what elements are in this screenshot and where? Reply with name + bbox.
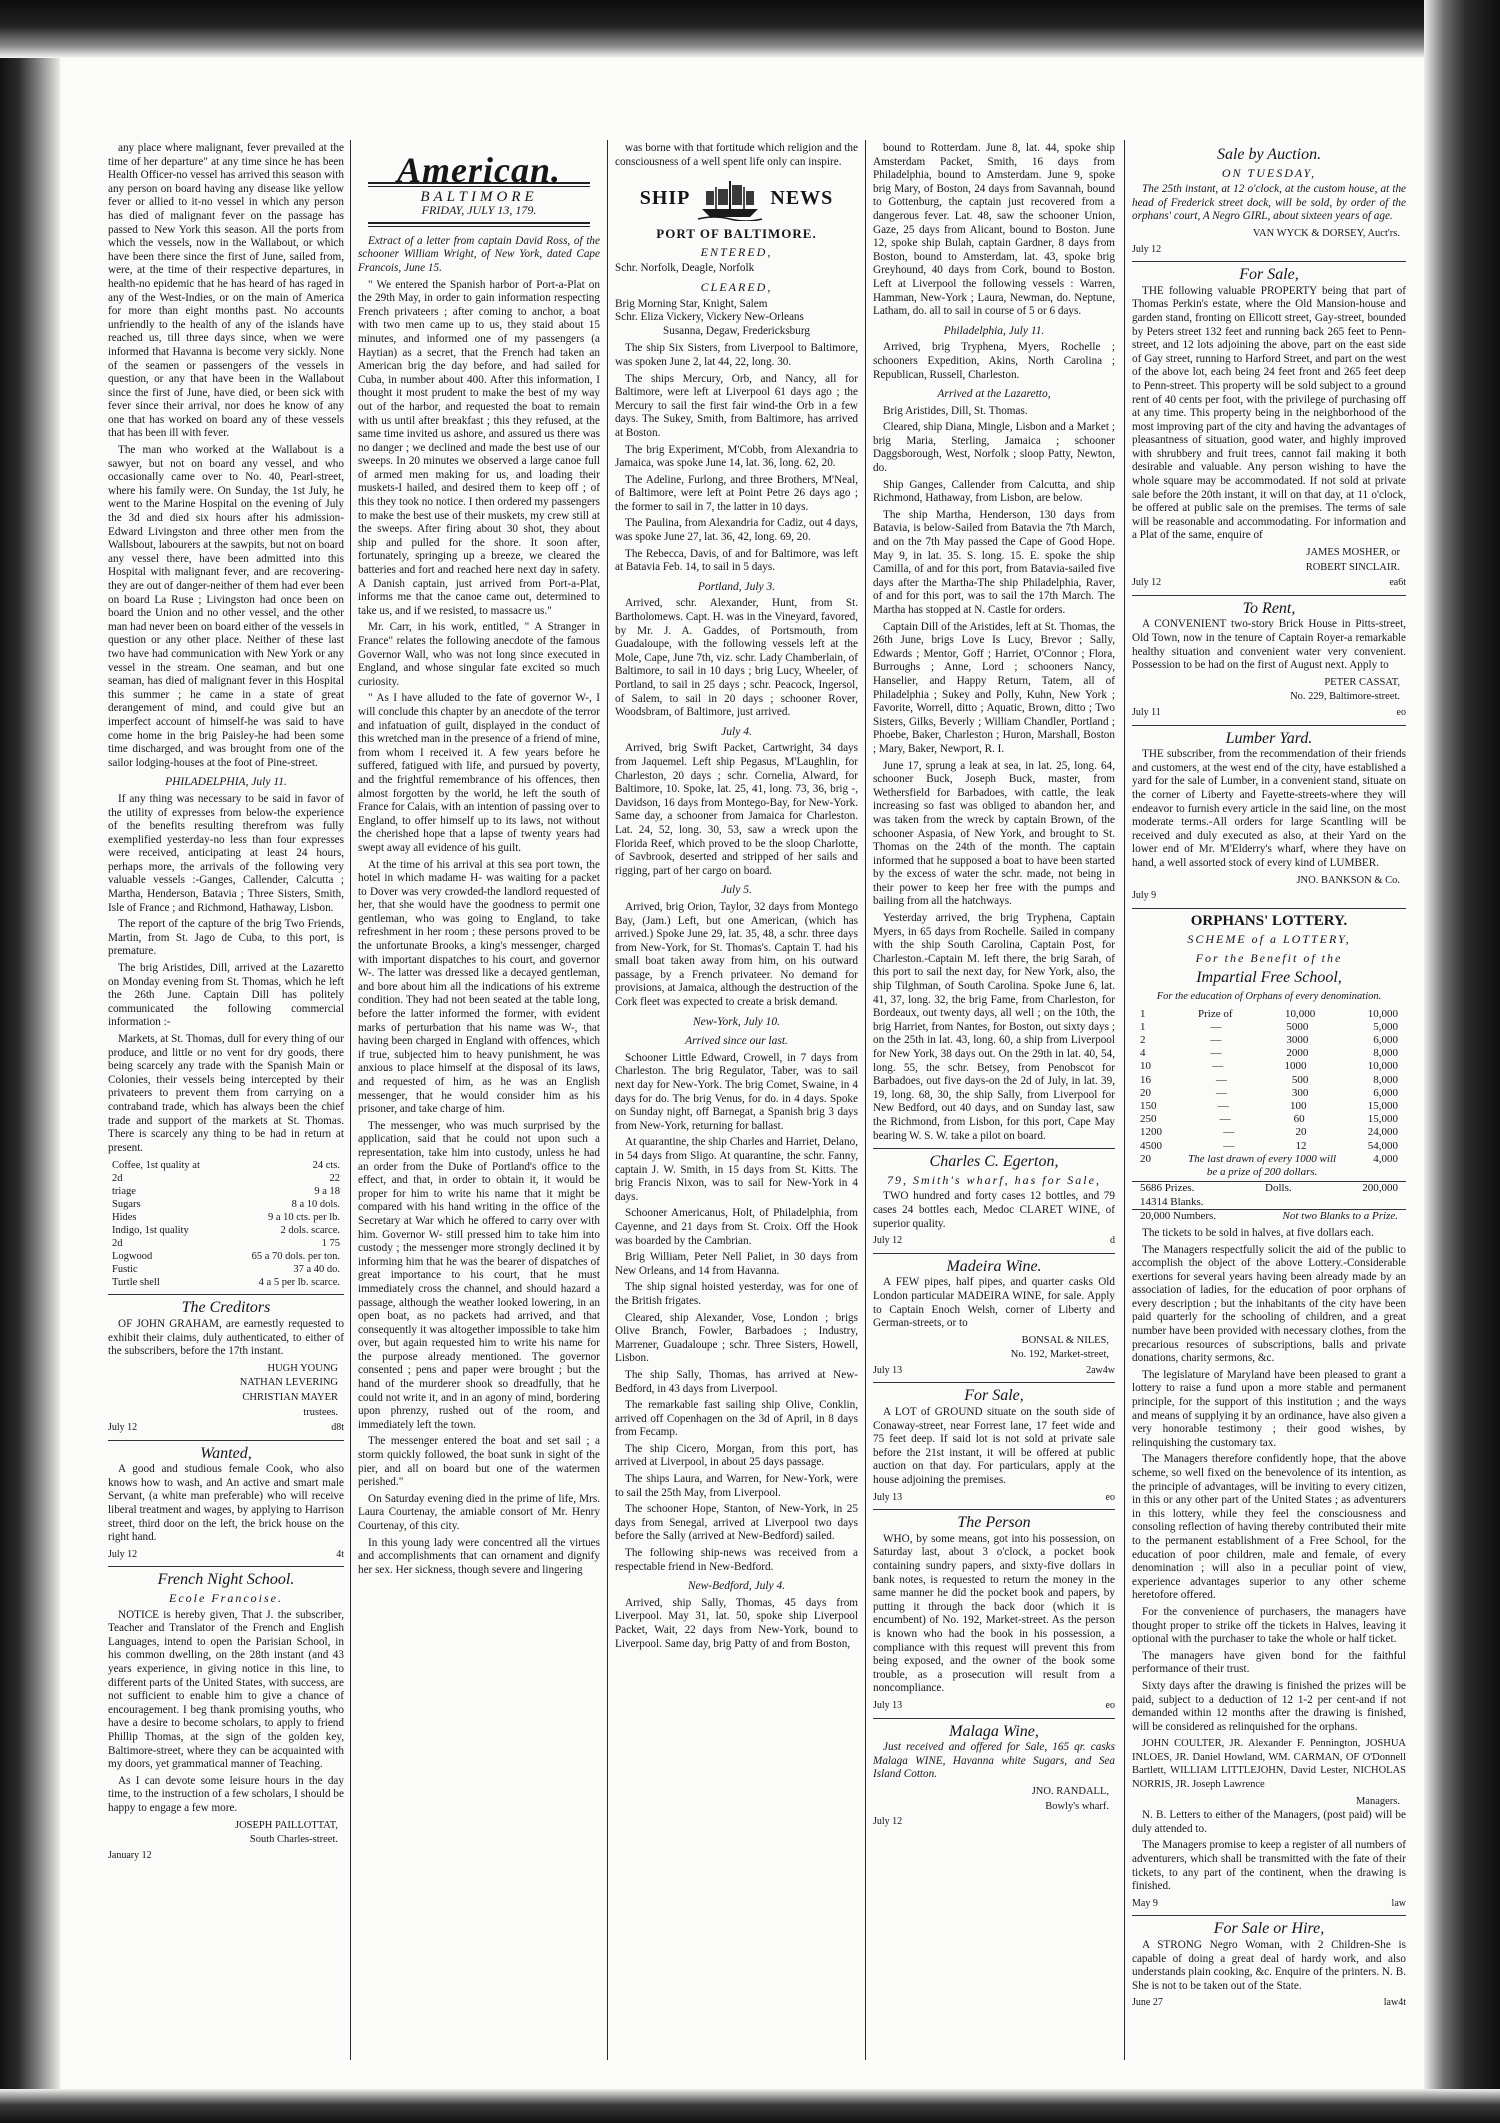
paragraph: The brig Aristides, Dill, arrived at the Lazaretto on Monday evening from St. Thomas, which he left the 26th June. Captain Dill has politely communicated the following commercial information :- — [108, 962, 344, 1029]
ad-title: Wanted, — [200, 1444, 252, 1462]
ad-footer: July 12 — [873, 1816, 903, 1828]
paragraph: The managers have given bond for the faithful performance of their trust. — [1132, 1649, 1406, 1676]
ad-footer: July 13 eo — [873, 1699, 1115, 1711]
paragraph: The report of the capture of the brig Two Friends, Martin, from St. Jago de Cuba, to this port, is premature. — [108, 918, 344, 958]
signature: JNO. RANDALL, — [1031, 1785, 1109, 1797]
divider — [108, 1566, 344, 1567]
ad-body: THE subscriber, from the recommendation of their friends and customers, at the west end of the city, have established a yard for the sale of Lumber, in a convenient stand, situate on the corner of Liberty and Fayette-streets-where they will endeavor to furnish every article in the said line, on the most moderate terms.-All orders for large Scantling will be received and duly executed as also, at their Yard on the lower end of Mr. M'Elderry's wharf, where they have on hand, a well assorted stock of every kind of LUMBER. — [1132, 748, 1406, 869]
paragraph: Schooner Little Edward, Crowell, in 7 days from Charleston. The brig Regulator, Taber, was to sail next day for New-York. The brig Comet, Swaine, in 4 days for do. The brig Venus, for do. in 4 days. Spoke on Sunday night, off Barnegat, a Spanish brig 3 days from New-York, returning for ballast. — [615, 1051, 858, 1132]
section-heading: PORT OF BALTIMORE. — [656, 226, 817, 242]
prize-row: 4 — 2000 8,000 — [1140, 1047, 1398, 1060]
paragraph: The ships Laura, and Warren, for New-York, were to sail the 25th May, from Liverpool. — [615, 1473, 858, 1499]
paragraph: If any thing was necessary to be said in favor of the utility of expresses from below-the experience of the benefits resulting therefrom was fully exemplified yesterday-no less than four expresses were received, anticipating at least 24 hours, perhaps more, the arrivals of the following very valuable vessels :-Ganges, Callender, Calcutta ; Martha, Henderson, Batavia ; Three Sisters, Smith, Isle of France ; and Richmond, Hathaway, Lisbon. — [108, 792, 344, 914]
prize-row: 1 Prize of 10,000 10,000 — [1140, 1007, 1398, 1020]
ad-title: The Person — [957, 1514, 1031, 1532]
ship-icon — [696, 177, 764, 221]
paragraph: Markets, at St. Thomas, dull for every thing of our produce, and little or no vent for dry goods, there being scarcely any trade with the Spanish Main or Colonies, their vessels being intercepted by their privateers to prevent them from carrying on a contraband trade, which has always been the chief trade and support of the markets at St. Thomas. There is scarcely any thing to be had in return at present. — [108, 1033, 344, 1154]
dateline: New-Bedford, July 4. — [687, 1580, 786, 1593]
divider — [873, 1382, 1115, 1383]
paragraph: The legislature of Maryland have been pleased to grant a lottery to raise a fund upon a more stable and permanent principle, for the support of this institution ; and the ways and means of supplying it by an ordinance, have also given a very honorable testimony ; their good wishes, by relinquishing the customary tax. — [1132, 1368, 1406, 1449]
paragraph: Ship Ganges, Callender from Calcutta, and ship Richmond, Hathaway, from Lisbon, are below. — [873, 478, 1115, 505]
list-item: Schr. Eliza Vickery, Vickery New-Orleans — [615, 311, 804, 324]
column-5 — [1132, 142, 1406, 2057]
signature: PETER CASSAT, — [1324, 676, 1400, 688]
ad-body: The 25th instant, at 12 o'clock, at the custom house, at the head of Frederick street dock, will be sold, by order of the orphans' court, A Negro GIRL, about sixteen years of age. — [1132, 183, 1406, 223]
ad-footer: July 12 d — [873, 1235, 1115, 1247]
price-row: Hides 9 a 10 cts. per lb. — [112, 1212, 340, 1224]
signature: JNO. BANKSON & Co. — [1296, 874, 1400, 886]
scan-border-top — [0, 0, 1500, 58]
signature: JAMES MOSHER, or — [1306, 547, 1400, 559]
paragraph: The Rebecca, Davis, of and for Baltimore, was left at Batavia Feb. 14, to sail in 5 days. — [615, 547, 858, 574]
ad-title: For Sale, — [964, 1387, 1024, 1405]
ad-title: French Night School. — [157, 1571, 295, 1589]
ad-footer: July 9 — [1132, 890, 1157, 902]
column-1 — [108, 142, 344, 2057]
paragraph: The schooner Hope, Stanton, of New-York, in 25 days from Senegal, arrived at Liverpool two days before the Sally (arrived at New-Bedford) sailed. — [615, 1503, 858, 1543]
section-subheading: ENTERED, — [700, 244, 773, 259]
ad-body: As I can devote some leisure hours in the day time, to the instruction of a few scholars, I should be happy to engage a few more. — [108, 1774, 344, 1814]
ad-footer: January 12 — [108, 1849, 152, 1861]
paragraph: The messenger entered the boat and set sail ; a storm quickly followed, the boat sunk in sight of the pier, and all on board but one of the watermen perished." — [358, 1435, 600, 1489]
paragraph: Arrived, schr. Alexander, Hunt, from St. Bartholomews. Capt. H. was in the Vineyard, favored, by Mr. J. A. Gaddes, of Portsmouth, from Guadaloupe, with the following vessels left at the Mole, Cape, June 7th, viz. schr. Lady Chamberlain, of Baltimore, to sail in 10 days ; brig Lucy, Wheeler, of Portland, to sail in 25 days ; schr. Peacock, Ingersol, of Salem, to sail in 20 days ; schooner Rover, Woodsbram, of Baltimore, just arrived. — [615, 597, 858, 719]
ad-footer: May 9 law — [1132, 1897, 1406, 1909]
paragraph: The ship Sally, Thomas, has arrived at New-Bedford, in 43 days from Liverpool. — [615, 1368, 858, 1395]
ship-news-word: NEWS — [770, 187, 834, 210]
paragraph: On Saturday evening died in the prime of life, Mrs. Laura Courtenay, the amiable consort of Mr. Henry Courtenay, of this city. — [358, 1492, 600, 1532]
ad-subtitle: ON TUESDAY, — [1221, 165, 1317, 180]
paragraph: For the convenience of purchasers, the managers have thought proper to strike off the tickets in Halves, leaving it optional with the purchaser to take the whole or half ticket. — [1132, 1605, 1406, 1646]
section-subheading: CLEARED, — [700, 279, 773, 294]
paragraph: " We entered the Spanish harbor of Port-a-Plat on the 29th May, in order to gain information respecting French privateers ; after coming to anchor, a boat with two men came up to us, they staid about 15 minutes, and informed one of my passengers (a Haytian) as a secret, that the French had taken an American brig the day before, and had sailed for Cuba, in number about 400. After this information, I thought it most prudent to make the best of my way out of the harbor, and requested the boat to remain with us until after breakfast ; this they refused, at the same time invited us ashore, and assured us there was no danger ; we declined and made the best use of our sweeps. In 20 minutes we observed a large canoe full of armed men making for us, and loading their muskets-I hailed, and desired them to keep off ; of this they took no notice. I then ordered my passengers to make the best use of their muskets, my crew still at the sweeps. After firing about 30 shot, they about ship and pulled for the shore. It soon after, fortunately, springing up a breeze, we cleared the batteries and fort and reached here next day in safety. A Danish captain, just arrived from Port-a-Plat, informs me that the canoe came out, determined to take us, and if we resisted, to massacre us." — [358, 278, 600, 617]
signature: CHRISTIAN MAYER — [242, 1391, 338, 1403]
divider — [1132, 908, 1406, 909]
prize-row: 4500 — 12 54,000 — [1140, 1139, 1398, 1152]
ad-body: WHO, by some means, got into his possession, on Saturday last, about 3 o'clock, a pocket book containing sundry papers, and sixty-five dollars in bank notes, is requested to return the money in the same manner he did the pocket book and papers, by putting it through the back door (which it is encumbent) of No. 192, Market-street. As the person is known who had the book in his possession, a compliance with this request will prevent this from being exposed, and the owner of the book some trouble, as a prosecution will result from a noncompliance. — [873, 1532, 1115, 1695]
ad-title: Malaga Wine, — [949, 1722, 1039, 1740]
paragraph: At quarantine, the ship Charles and Harriet, Delano, in 54 days from Sligo. At quarantine, the schr. Fanny, captain J. W. Smith, in 15 days from St. Kitts. The brig Francis Nixon, was to sail for New-York in 4 days. — [615, 1136, 858, 1203]
prize-row: 16 — 500 8,000 — [1140, 1073, 1398, 1086]
prize-row: 20 The last drawn of every 1000 will be a prize of 200 dollars. 4,000 — [1140, 1152, 1398, 1179]
paragraph: The Adeline, Furlong, and three Brothers, M'Neal, of Baltimore, were left at Point Petre 26 days ago ; the former to sail in 7, the latter in 10 days. — [615, 473, 858, 513]
signature: NATHAN LEVERING — [239, 1377, 338, 1389]
divider — [873, 1718, 1115, 1719]
paragraph: Cleared, ship Diana, Mingle, Lisbon and a Market ; brig Maria, Sterling, Jamaica ; schooner Daggsborough, West, Norfolk ; sloop Patty, Newton, do. — [873, 421, 1115, 475]
ad-body: Just received and offered for Sale, 165 qr. casks Malaga WINE, Havanna white Sugars, and Sea Island Cotton. — [873, 1741, 1115, 1781]
ad-footer: July 13 2aw4w — [873, 1364, 1115, 1376]
prize-row: 14314 Blanks. — [1140, 1195, 1204, 1208]
paragraph: Schooner Americanus, Holt, of Philadelphia, from Cayenne, and 21 days from St. Croix. Off the Hook was boarded by the Cambrian. — [615, 1207, 858, 1247]
paragraph: Cleared, ship Alexander, Vose, London ; brigs Olive Branch, Fowler, Barbadoes ; Industry, Marrener, Guadaloupe ; schr. Three Sisters, Howell, Lisbon. — [615, 1311, 858, 1365]
paragraph: The ship signal hoisted yesterday, was for one of the British frigates. — [615, 1281, 858, 1307]
paragraph: The brig Experiment, M'Cobb, from Alexandria to Jamaica, was spoke June 14, lat. 36, long. 62, 20. — [615, 443, 858, 470]
paragraph: The Paulina, from Alexandria for Cadiz, out 4 days, was spoke June 27, lat. 36, 42, long. 69, 20. — [615, 517, 858, 544]
managers-list: JOHN COULTER, JR. Alexander F. Pennington, JOSHUA INLOES, JR. Daniel Howland, WM. CARMAN, OF O'Donnell Bartlett, WILLIAM LITTLEJOHN, David Lester, NICHOLAS NORRIS, JR. Joseph Lawrence — [1132, 1738, 1406, 1791]
prize-row: 10 — 1000 10,000 — [1140, 1060, 1398, 1073]
paragraph: The ship Cicero, Morgan, from this port, has arrived at Liverpool, in about 25 days passage. — [615, 1442, 858, 1469]
prize-row: 2 — 3000 6,000 — [1140, 1034, 1398, 1047]
prize-row: 1200 — 20 24,000 — [1140, 1126, 1398, 1139]
paragraph: The Managers respectfully solicit the aid of the public to accomplish the object of the above Lottery.-Considerable exertions for several years having been already made by an association of ladies, for the education of poor orphans of every description ; but the inhabitants of the city have been paid quarterly for the schooling of children, and a great number have been provided with necessary clothes, from the precarious resources of subscriptions, balls and private donations, charity sermons, &c. — [1132, 1243, 1406, 1365]
price-row: 2d 22 — [112, 1173, 340, 1185]
prize-row: 20,000 Numbers. Not two Blanks to a Prize. — [1132, 1209, 1406, 1223]
ad-footer: July 12 d8t — [108, 1422, 344, 1434]
list-item: Schr. Norfolk, Deagle, Norfolk — [615, 262, 755, 275]
ad-body: OF JOHN GRAHAM, are earnestly requested to exhibit their claims, duly authenticated, to either of the subscribers, before the 17th instant. — [108, 1317, 344, 1358]
dateline: Arrived since our last. — [685, 1035, 788, 1048]
paragraph: The following ship-news was received from a respectable friend in New-Bedford. — [615, 1547, 858, 1573]
divider — [873, 1253, 1115, 1254]
lottery-scheme: SCHEME of a LOTTERY, — [1187, 932, 1351, 947]
paragraph: bound to Rotterdam. June 8, lat. 44, spoke ship Amsterdam Packet, Smith, 16 days from Philadelphia, bound to Amsterdam. June 9, spoke brig Mary, of Boston, 24 days from Savannah, bound to Gottenburg, the captain just recovered from a dangerous fever. Lat. 48, saw the schooner Union, Gaze, 25 days from Alicant, bound to Boston. June 12, spoke ship Bulah, captain Gardner, 8 days from Boston, bound to Amsterdam, lat. 43, spoke brig Greyhound, 40 days from Cork, bound to Boston. Left at Liverpool the following vessels : Warren, Hamman, New-York ; Laura, Newman, do. Neptune, Latham, do. all to sail in course of 5 or 6 days. — [873, 142, 1115, 318]
price-row: Coffee, 1st quality at 24 cts. — [112, 1160, 340, 1172]
scan-border-bottom — [0, 2089, 1500, 2123]
ad-subtitle: Ecole Francoise. — [169, 1591, 283, 1606]
paragraph: Brig William, Peter Nell Paliet, in 30 days from New Orleans, and 14 from Havanna. — [615, 1251, 858, 1277]
divider — [1132, 595, 1406, 596]
paragraph: Mr. Carr, in his work, entitled, " A Stranger in France" relates the following anecdote of the famous Governor Wall, who was not long since executed in England, and whose singular fate excited so much curiosity. — [358, 621, 600, 688]
paragraph: Arrived, ship Sally, Thomas, 45 days from Liverpool. May 31, lat. 50, spoke ship Liverpool Packet, Wait, 22 days from New-York, bound to Liverpool. Same day, brig Patty of and from Boston, — [615, 1596, 858, 1650]
prize-row: 1 — 5000 5,000 — [1140, 1020, 1398, 1033]
paragraph: any place where malignant, fever prevailed at the time of her departure" at any time since he has been Health Officer-no vessel has arrived this season with any person on board having any disease like yellow fever or allied to it-no vessel in which any person has died of malignant fever on the passage has passed to New York this season. All the ports from which the vessels, now in the Wallabout, or which have been there since the first of June, sailed from, were, at the time of their respective departures, in health-no epidemic that he has heard of has raged in any of the West-Indies, or on the main of America for more than eight months past. No accounts unfriendly to the health of any of the islands have reached us, till three days since, when we were informed that Havanna is become very sickly. None of the seamen or passengers of the vessels in question, or any that have been in the Wallabout since the first of June, have died, or been sick with fever since their arrival, nor does he know of any one that has worked on board any of these vessels that has been ill with fever. — [108, 142, 344, 440]
paragraph: The ship Martha, Henderson, 130 days from Batavia, is below-Sailed from Batavia the 7th March, and on the 7th May passed the Cape of Good Hope. May 9, in lat. 35. S. long. 15. E. spoke the ship Camilla, of and for this port, from Batavia-sailed five days after the Martha-The ship Philadelphia, Raver, of and for this port, was to sail the 17th March. The Martha has stopped at N. Castle for orders. — [873, 508, 1115, 616]
paragraph: June 17, sprung a leak at sea, in lat. 25, long. 64, schooner Buck, Joseph Buck, master, from Wethersfield for Barbadoes, with cattle, the leak increasing so fast was obliged to abandon her, and was taken from the wreck by captain Brown, of the schooner Aspasia, of New York, and brought to St. Thomas on the 24th of the month. The captain informed that he supposed a boat to have been started by the excess of water the schr. made, not being in their power to keep her free with the pumps and bailing from all the hatchways. — [873, 759, 1115, 908]
paragraph: Sixty days after the drawing is finished the prizes will be paid, subject to a deduction of 12 1-2 per cent-and if not demanded within 12 months after the drawing is finished, will be considered as relinquished for the orphans. — [1132, 1679, 1406, 1733]
column-rule — [350, 140, 351, 2060]
price-row: 2d 1 75 — [112, 1238, 340, 1250]
paragraph: The man who worked at the Wallabout is a sawyer, but not on board any vessel, and who occasionally came over to No. 40, Pearl-street, where his family were. On Sunday, the 1st July, he went to the Marine Hospital on the evening of July the 3d and died six hours after his admission-Edward Livingston and three other men from the Wallsbout, labourers at the sawpits, but not on board any vessel there, have been admitted into this Hospital with malignant fever, and are recovering-they are out of danger-neither of them had ever been on board La Ruse ; Livingston had once been on board the Union and no other vessel, and the other man had never been on board either of the vessels in question or any other place. Neither of these last two have had communication with New York or any vessel in the stream. One seaman, and but one seaman, has died of malignant fever in this Hospital this summer ; he came in a state of great derangement of mind, and could give but an imperfect account of himself-he was said to have come home in the brig Paisley-he had been some time discharged, and was brought from one of the sailor lodging-houses at the foot of Pine-street. — [108, 444, 344, 769]
ad-body: NOTICE is hereby given, That J. the subscriber, Teacher and Translator of the French and English Languages, intend to open the Parisian School, in his common dwelling, on the 28th instant (and 43 years experience, in giving notice in this line, to different parts of the United States, with success, are not sufficient to enable him to give a chance of encouragement. I beg thank promising youths, who have a desire to become scholars, to apply to friend Phillip Thomas, at the sign of the golden key, Baltimore-street, where they can be acquainted with my doors, yet grammatical manner of Teaching. — [108, 1608, 344, 1771]
price-row: triage 9 a 18 — [112, 1186, 340, 1198]
masthead-rule — [368, 222, 590, 227]
ship-news-word: SHIP — [639, 187, 691, 210]
ad-body: A good and studious female Cook, who also knows how to wash, and An active and smart male Servant, (a white man preferable) who will receive liberal treatment and wages, by applying to Harrison street, third door on the left, the brick house on the right hand. — [108, 1463, 344, 1544]
prize-row: 20 — 300 6,000 — [1140, 1086, 1398, 1099]
paragraph: The Managers therefore confidently hope, that the above scheme, so well fixed on the benevolence of its intention, as the principle of advantages, will be inviting to every citizen, in this or any other part of the United States ; as adventurers in this lottery, while they feel the consciousness and consoling reflection of having thereby contributed their mite to the permanent establishment of a Free School, for the education of poor children, male and female, of every denomination ; will also in a peculiar point of view, experience advantages superior to any other scheme heretofore offered. — [1132, 1453, 1406, 1602]
address: No. 229, Baltimore-street. — [1290, 691, 1400, 703]
ad-title: To Rent, — [1242, 599, 1296, 617]
column-rule — [607, 140, 608, 2060]
divider — [873, 1509, 1115, 1510]
ad-body: TWO hundred and forty cases 12 bottles, and 79 cases 24 bottles each, Medoc CLARET WINE, of superior quality. — [873, 1190, 1115, 1230]
paragraph: Captain Dill of the Aristides, left at St. Thomas, the 26th June, brigs Love Is Lucy, Brevor ; Sally, Edwards ; Mentor, Goff ; Harriet, O'Connor ; Flora, Burroughs ; Anne, Lord ; schooners Nancy, Hanselier, and Happy Return, Tatem, all of Philadelphia ; Sukey and Polly, Kuhn, New York ; Favorite, Worrell, ditto ; Aquatic, Brown, ditto ; Two Sisters, Gilks, Beverly ; William Chandler, Portland ; Phoebe, Baker, Charleston ; Huron, Marshall, Boston ; Mary, Baker, Newport, R. I. — [873, 620, 1115, 755]
ad-title: Madeira Wine. — [946, 1257, 1042, 1275]
dateline: Philadelphia, July 11. — [943, 324, 1045, 337]
paragraph: Yesterday arrived, the brig Tryphena, Captain Myers, in 65 days from Rochelle. Sailed in company with the ship South Carolina, Captain Post, for Charleston.-Captain M. left there, the brig Sarah, of this port to sail the next day, for New York, also, the ship Tilghman, of South Carolina. Spoke June 6, lat. 41, 37, long. 32, the brig Fame, from Charleston, for Bordeaux, out twenty days, all well ; on the 10th, the brig Harriet, from Nantes, for Boston, out sixty days ; on the 25th in lat. 43, long. 60, a ship from Liverpool for New York, 38 days out. On the 29th in lat. 40, 54, long. 55, the schr. Betsey, from Penobscot for Barbadoes, out five days-on the 2d of July, in lat. 39, 19, long. 68, 30, the ship Sally, from Liverpool for New Bedford, out 40 days, and on Sunday last, saw the Richmond, from Lisbon, for this port, Cape May bearing W. S. W. take a pilot on board. — [873, 912, 1115, 1142]
prize-row: 250 — 60 15,000 — [1140, 1113, 1398, 1126]
ad-footer: June 27 law4t — [1132, 1997, 1406, 2009]
dateline: New-York, July 10. — [692, 1015, 781, 1028]
ad-footer: July 12 ea6t — [1132, 577, 1406, 589]
ad-title: Charles C. Egerton, — [929, 1153, 1059, 1171]
column-rule — [865, 140, 866, 2060]
address: Bowly's wharf. — [1045, 1800, 1109, 1812]
masthead-city: BALTIMORE — [420, 188, 538, 205]
signature: JOSEPH PAILLOTTAT, — [234, 1819, 338, 1831]
masthead-title: American. — [396, 150, 561, 190]
lottery-for: For the Benefit of the — [1195, 950, 1343, 965]
ad-title: For Sale, — [1239, 266, 1299, 284]
ad-body: A CONVENIENT two-story Brick House in Pitts-street, Old Town, now in the tenure of Captain Royer-a remarkable healthy situation and convenient water very convenient. Possession to be had on the first of August next. Apply to — [1132, 618, 1406, 672]
ad-body: THE following valuable PROPERTY being that part of Thomas Perkin's estate, where the Old Mansion-house and garden stand, fronting on Ellicott street, Gay-street, bounded by Peters street 132 feet and running back 265 feet to Penn-street, and 12 lots adjoining the above, part on the east side of Gay street, running to Harford Street, and part on the west of the above lot, each being 24 feet front and 265 feet deep to Penn-street. This property will be sold subject to a ground rent of 40 cents per foot, with the privilege of purchasing off at any time. This property being in the neighborhood of the most improving part of the city and having the advantages of pleasantness of situation, good water, and highly improved with shrubbery and fruit trees, cannot fail making it both desirable and valuable. Any person wishing to have the whole square may be accommodated. If not sold at private sale before the 20th instant, it will on that day, at 11 o'clock, be offered at public sale on the premises. The terms of sale will be reasonable and accommodating. For information and a Plat of the same, enquire of — [1132, 284, 1406, 542]
ad-title: The Creditors — [181, 1299, 271, 1317]
dateline: July 4. — [721, 725, 752, 738]
ad-title: Sale by Auction. — [1216, 146, 1322, 163]
signature: VAN WYCK & DORSEY, Auct'rs. — [1252, 227, 1400, 239]
ad-body: A STRONG Negro Woman, with 2 Children-She is capable of doing a great deal of hardy work, and also understands plain cooking, &c. Enquire of the printers. N. B. She is not to be taken out of the State. — [1132, 1939, 1406, 1992]
prize-table — [1132, 1008, 1406, 1223]
ad-footer: July 13 eo — [873, 1491, 1115, 1503]
signature: BONSAL & NILES, — [1021, 1334, 1109, 1346]
divider — [108, 1440, 344, 1441]
paragraph: N. B. Letters to either of the Managers, (post paid) will be duly attended to. — [1132, 1809, 1406, 1835]
column-3 — [615, 142, 858, 2057]
address: South Charles-street. — [249, 1834, 338, 1846]
ad-body: A FEW pipes, half pipes, and quarter casks Old London particular MADEIRA WINE, for sale. Apply to Captain Enoch Welsh, corner of Liberty and German-streets, or to — [873, 1276, 1115, 1330]
paragraph: The tickets to be sold in halves, at five dollars each. — [1142, 1226, 1374, 1239]
paragraph: At the time of his arrival at this sea port town, the hotel in which madame H- was waiting for a packet to Dover was very crowded-the landlord requested of her, that she would have the goodness to permit one gentleman, who was going to England, to take refreshment in her room ; these persons proved to be the unfortunate Brooks, a king's messenger, charged with important dispatches to his court, and governor W-. The latter was dressed like a decayed gentleman, and bore about him all the indications of his extreme condition. They had not been seated at the table long, before the latter informed the former, with evident marks of perturbation that his name was W-, that having been charged in England with offences, which if true, subjected him to heavy punishment, he was anxious to place himself at the disposal of its laws, and requested of him, as he was an English messenger, that he would consider him as his prisoner, and take charge of him. — [358, 858, 600, 1116]
signature: HUGH YOUNG — [267, 1362, 338, 1374]
price-row: Fustic 37 a 40 do. — [112, 1264, 340, 1276]
managers-label: Managers. — [1355, 1795, 1400, 1807]
column-2 — [358, 142, 600, 2057]
paragraph: The ships Mercury, Orb, and Nancy, all for Baltimore, were left at Liverpool 61 days ago ; the Mercury to sail the first fair wind-the Orb in a few days. The Sukey, Smith, from Baltimore, has arrived at Boston. — [615, 372, 858, 439]
ad-title: Lumber Yard. — [1225, 729, 1313, 747]
dateline: Portland, July 3. — [697, 580, 776, 593]
prize-total-row: 5686 Prizes. Dolls. 200,000 — [1132, 1181, 1406, 1195]
paragraph: was borne with that fortitude which religion and the consciousness of a well spent life only can inspire. — [615, 142, 858, 168]
lottery-purpose: For the education of Orphans of every denomination. — [1156, 991, 1382, 1003]
ship-news-heading — [615, 177, 858, 221]
prize-row: 150 — 100 15,000 — [1140, 1100, 1398, 1113]
list-item: Brig Morning Star, Knight, Salem — [615, 297, 768, 310]
list-item: Susanna, Degaw, Fredericksburg — [663, 324, 810, 337]
ad-subtitle: 79, Smith's wharf, has for Sale, — [887, 1172, 1101, 1187]
dateline: Arrived at the Lazaretto, — [937, 388, 1051, 401]
price-row: Sugars 8 a 10 dols. — [112, 1199, 340, 1211]
paragraph: The ship Six Sisters, from Liverpool to Baltimore, was spoken June 2, lat 44, 22, long. 30. — [615, 342, 858, 368]
dateline: PHILADELPHIA, July 11. — [165, 776, 287, 789]
signature: ROBERT SINCLAIR. — [1305, 561, 1400, 573]
trustees-label: trustees. — [303, 1406, 338, 1418]
masthead — [358, 150, 600, 227]
paragraph: " As I have alluded to the fate of governor W-, I will conclude this chapter by an anecdote of the terror and infatuation of guilt, displayed in the conduct of this wretched man in the presence of a friend of mine, from whom I received it. A few years before he suffered, fatigued with life, and pursued by poverty, and the frightful remembrance of his offences, then almost forgotten by the world, he left the south of France for Calais, with an intention of passing over to England, to offer himself up to its laws, not without the cherished hope that a lapse of twenty years had swept away all evidence of his guilt. — [358, 692, 600, 854]
price-row: Logwood 65 a 70 dols. per ton. — [112, 1251, 340, 1263]
paragraph: In this young lady were concentred all the virtues and accomplishments that can ornament and dignify her sex. Her sickness, though severe and lingering — [358, 1536, 600, 1576]
ad-title: ORPHANS' LOTTERY. — [1190, 912, 1348, 929]
ad-footer: July 11 eo — [1132, 706, 1406, 718]
ad-body: A LOT of GROUND situate on the south side of Conaway-street, near Forrest lane, 17 feet wide and 75 feet deep. If said lot is not sold at private sale before the 21st instant, it will be offered at public auction on that day. For particulars, apply at the house adjoining the premises. — [873, 1406, 1115, 1487]
paragraph: The messenger, who was much surprised by the application, said that he could not upon such a representation, take him into custody, unless he had an order from the Duke of Portland's office to the effect, and that, in order to obtain it, it would be proper for him to write his name that it might be compared with his hand writing in the office of the Secretary at War which he offered to carry over with him. Governor W- still pressed him to take him into custody ; the messenger more strongly declined it by informing him that he was the bearer of dispatches of great importance to his court, that he must immediately cross the channel, and should hazard a passage, although the weather looked lowering, in an open boat, as no packets had arrived, and that consequently it was altogether impossible to take him over, but again requested him to write his name for the purpose already mentioned. The governor consented ; pens and paper were brought ; but the hand of the murderer shook so dreadfully, that he could not write it, and in an agony of mind, bordering upon phrenzy, rushed out of the room, and immediately left the town. — [358, 1119, 600, 1431]
divider — [1132, 725, 1406, 726]
divider — [1132, 1915, 1406, 1916]
divider — [1132, 261, 1406, 262]
paragraph: Arrived, brig Swift Packet, Cartwright, 34 days from Jaquemel. Left ship Pegasus, M'Laughlin, for Charleston, 20 days ; schr. Cornelia, Alward, for Baltimore, 10. Spoke, lat. 25, 41, long. 73, 36, brig -, Davidson, 16 days from Montego-Bay, for New-York. Same day, a schooner from Jamaica for Charleston. Lat. 24, 52, long. 30, 53, saw a wreck upon the Florida Reef, which proved to be the sloop Charlotte, of Savbrook, deserted and stripped of her sails and rigging, part of her cargo on board. — [615, 742, 858, 877]
ad-title: For Sale or Hire, — [1213, 1920, 1325, 1938]
dateline: July 5. — [721, 884, 752, 897]
paragraph: Arrived, brig Orion, Taylor, 32 days from Montego Bay, (Jam.) Left, but one American, (which has arrived.) Spoke June 29, lat. 35, 48, a schr. three days from New-York, for St. Thomas's. Captain T. had his small boat taken away from him, on his outward passage, by a French privateer. No demand for provisions, at Jamaica, although the destruction of the Cork fleet was expected to create a brisk demand. — [615, 900, 858, 1009]
paragraph: Arrived, brig Tryphena, Myers, Rochelle ; schooners Expedition, Akins, North Carolina ; Republican, Russell, Charleston. — [873, 341, 1115, 381]
lottery-school: Impartial Free School, — [1196, 969, 1342, 987]
scan-border-right — [1424, 0, 1500, 2123]
ad-footer: July 12 4t — [108, 1548, 344, 1560]
divider — [873, 1148, 1115, 1149]
ad-footer: July 12 — [1132, 243, 1162, 255]
column-4 — [873, 142, 1115, 2057]
paragraph: The remarkable fast sailing ship Olive, Conklin, arrived off Copenhagen on the 3d of April, in 8 days from Fecamp. — [615, 1399, 858, 1439]
paragraph: Brig Aristides, Dill, St. Thomas. — [883, 404, 1028, 417]
divider — [108, 1294, 344, 1295]
scan-border-left — [0, 0, 60, 2123]
paragraph: The Managers promise to keep a register of all numbers of adventurers, which shall be transmitted with the fate of their tickets, to any part of the continent, when the drawing is finished. — [1132, 1839, 1406, 1893]
masthead-date: FRIDAY, JULY 13, 179. — [421, 203, 537, 218]
column-rule — [1124, 140, 1125, 2060]
address: No. 192, Market-street, — [1010, 1349, 1109, 1361]
article-head: Extract of a letter from captain David Ross, of the schooner William Wright, of New York, dated Cape Francois, June 15. — [358, 234, 600, 274]
price-row: Turtle shell 4 a 5 per lb. scarce. — [112, 1277, 340, 1289]
price-table — [108, 1159, 344, 1289]
price-row: Indigo, 1st quality 2 dols. scarce. — [112, 1225, 340, 1237]
